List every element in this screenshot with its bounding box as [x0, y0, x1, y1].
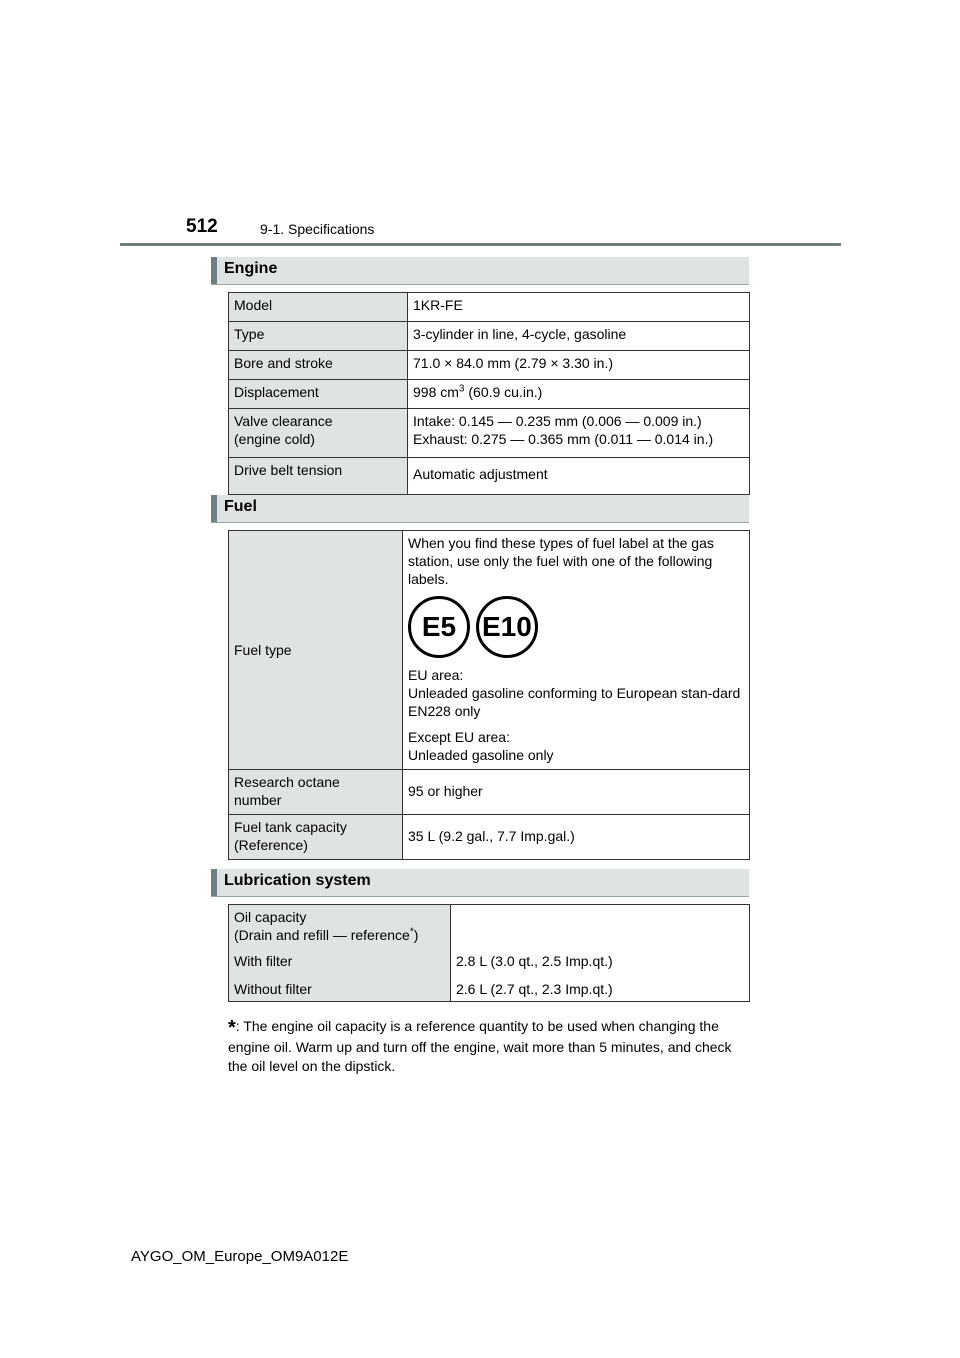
row-value [408, 409, 750, 458]
row-label: Drive belt tension [229, 458, 408, 495]
with-filter-label: With filter [234, 953, 293, 969]
fuel-heading-title: Fuel [224, 498, 257, 515]
table-row [229, 770, 750, 815]
without-filter-label: Without filter [234, 981, 312, 997]
footnote-marker: * [228, 1017, 236, 1039]
row-value [451, 905, 750, 1002]
row-value: 3-cylinder in line, 4-cycle, gasoline [408, 322, 750, 351]
e10-fuel-label-icon: E10 [476, 596, 538, 658]
without-filter-value: 2.6 L (2.7 qt., 2.3 Imp.qt.) [456, 981, 613, 997]
label-line: (engine cold) [234, 431, 315, 447]
e5-fuel-label-icon: E5 [408, 596, 470, 658]
engine-table [228, 292, 750, 495]
row-label: Bore and stroke [229, 351, 408, 380]
value-text: (60.9 cu.in.) [464, 384, 543, 400]
value-text: 998 cm [413, 384, 459, 400]
row-label: Type [229, 322, 408, 351]
label-line: number [234, 792, 282, 808]
label-line: (Reference) [234, 837, 308, 853]
non-eu-area-note [408, 728, 744, 764]
fuel-intro: When you find these types of fuel label at the gas station, use only the fuel with one of the following labels. [408, 535, 714, 587]
footnote [228, 1017, 746, 1076]
page-number: 512 [186, 216, 218, 237]
row-label [229, 815, 403, 860]
label-text: (Drain and refill — reference [234, 927, 410, 943]
non-eu-area-text: Unleaded gasoline only [408, 747, 554, 763]
heading-bar [211, 495, 217, 522]
label-line: Oil capacity [234, 909, 307, 925]
row-value: 95 or higher [403, 770, 750, 815]
with-filter-value: 2.8 L (3.0 qt., 2.5 Imp.qt.) [456, 953, 613, 969]
table-row [229, 351, 750, 380]
header-rule [120, 243, 841, 246]
row-label [229, 770, 403, 815]
lubrication-heading [211, 869, 749, 897]
fuel-heading [211, 495, 749, 523]
eu-area-heading: EU area: [408, 667, 464, 683]
eu-area-text: Unleaded gasoline conforming to European stan-dard EN228 only [408, 685, 741, 719]
value-superscript: 3 [458, 383, 465, 395]
label-line: Fuel tank capacity [234, 819, 347, 835]
table-row [229, 409, 750, 458]
table-row [229, 815, 750, 860]
fuel-table [228, 530, 750, 860]
heading-bar [211, 869, 217, 896]
row-label [229, 409, 408, 458]
section-title: 9-1. Specifications [260, 221, 375, 237]
table-row [229, 322, 750, 351]
label-text: ) [413, 927, 419, 943]
label-line: Research octane [234, 774, 340, 790]
lubrication-heading-title: Lubrication system [224, 872, 371, 889]
footnote-marker: * [409, 926, 414, 938]
document-id: AYGO_OM_Europe_OM9A012E [131, 1248, 349, 1265]
value-line: Intake: 0.145 — 0.235 mm (0.006 — 0.009 in.) [413, 413, 702, 429]
eu-area-note [408, 666, 744, 720]
row-label: Model [229, 293, 408, 322]
row-value [403, 531, 750, 770]
row-label: Displacement [229, 380, 408, 409]
table-row [229, 458, 750, 495]
engine-heading-title: Engine [224, 260, 278, 277]
row-label [229, 905, 451, 1002]
row-value: Automatic adjustment [408, 458, 750, 495]
row-value: 1KR-FE [408, 293, 750, 322]
value-line: Exhaust: 0.275 — 0.365 mm (0.011 — 0.014 in.) [413, 431, 714, 447]
table-row [229, 293, 750, 322]
non-eu-area-heading: Except EU area: [408, 729, 510, 745]
engine-heading [211, 257, 749, 285]
table-row [229, 531, 750, 770]
row-value: 71.0 × 84.0 mm (2.79 × 3.30 in.) [408, 351, 750, 380]
table-row [229, 380, 750, 409]
label-line: Valve clearance [234, 413, 333, 429]
table-row [229, 905, 750, 1002]
heading-bar [211, 257, 217, 284]
fuel-badges [408, 596, 744, 658]
lubrication-table [228, 904, 750, 1002]
row-value: 35 L (9.2 gal., 7.7 Imp.gal.) [403, 815, 750, 860]
label-line [234, 926, 445, 944]
row-label: Fuel type [229, 531, 403, 770]
footnote-text: : The engine oil capacity is a reference quantity to be used when changing the engine oil. Warm up and turn off the engine, wait more than 5 minutes, and check the oil level on the dipstick. [228, 1018, 732, 1074]
row-value [408, 380, 750, 409]
